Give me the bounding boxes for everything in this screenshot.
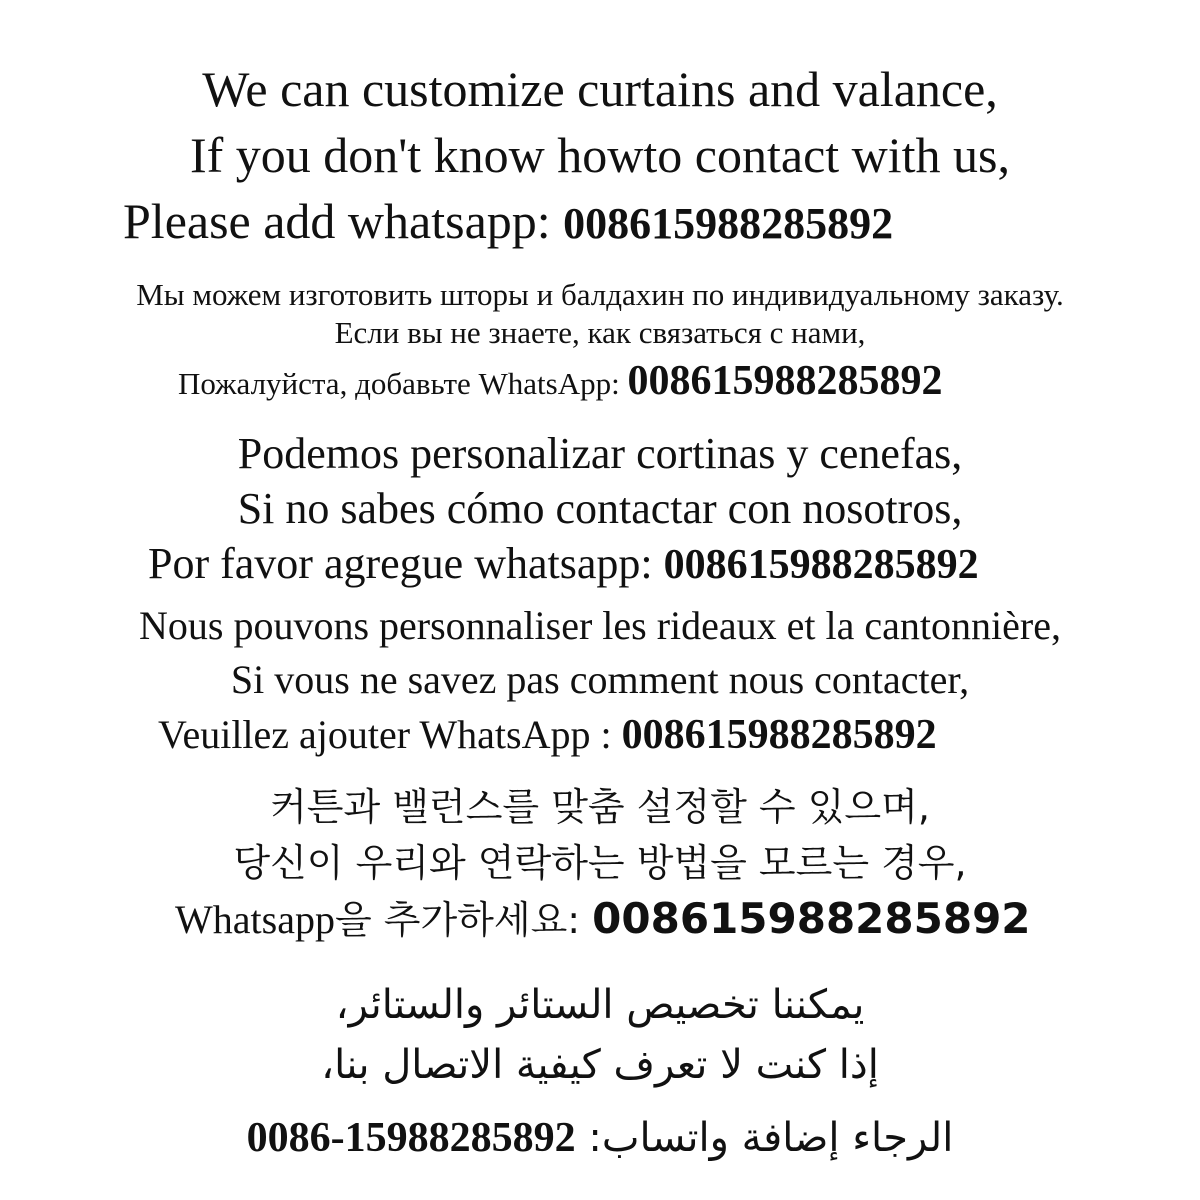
russian-line-3 [0, 360, 1200, 402]
english-line-1: We can customize curtains and valance, [202, 61, 998, 117]
arabic-line-2: إذا كنت لا تعرف كيفية الاتصال بنا، [321, 1042, 879, 1088]
korean-whatsapp-number: 008615988285892 [592, 894, 1031, 943]
french-whatsapp-label: Veuillez ajouter WhatsApp : [158, 712, 622, 757]
french-line-2: Si vous ne savez pas comment nous contacter, [230, 657, 970, 702]
korean-line-3 [0, 894, 1200, 943]
english-whatsapp-number: 008615988285892 [563, 199, 894, 248]
arabic-line-1: يمكننا تخصيص الستائر والستائر، [335, 982, 865, 1028]
korean-whatsapp-label: 을 추가하세요: [334, 898, 593, 942]
spanish-whatsapp-number: 008615988285892 [663, 542, 979, 588]
korean-line-1: 커튼과 밸런스를 맞춤 설정할 수 있으며, [270, 785, 930, 829]
spanish-line-1: Podemos personalizar cortinas y cenefas, [237, 429, 963, 478]
arabic-whatsapp-number: 0086-15988285892 [246, 1115, 576, 1161]
russian-whatsapp-label: Пожалуйста, добавьте WhatsApp: [178, 366, 628, 401]
russian-line-2: Если вы не знаете, как связаться с нами, [334, 315, 866, 350]
korean-whatsapp-brand: Whatsapp [175, 897, 335, 942]
french-line-1: Nous pouvons personnaliser les rideaux et la cantonnière, [139, 603, 1061, 648]
korean-line-2: 당신이 우리와 연락하는 방법을 모르는 경우, [233, 841, 967, 885]
english-whatsapp-label: Please add whatsapp: [123, 193, 564, 249]
arabic-line-3 [0, 1117, 1200, 1159]
russian-whatsapp-number: 008615988285892 [627, 358, 943, 404]
english-line-2: If you don't know howto contact with us, [189, 127, 1011, 183]
spanish-line-3 [0, 539, 1200, 588]
french-whatsapp-number: 008615988285892 [621, 712, 937, 758]
arabic-whatsapp-label: الرجاء إضافة واتساب: [575, 1115, 954, 1161]
spanish-line-2: Si no sabes cómo contactar con nosotros, [237, 484, 963, 533]
russian-line-1: Мы можем изготовить шторы и балдахин по индивидуальному заказу. [136, 277, 1064, 312]
spanish-whatsapp-label: Por favor agregue whatsapp: [148, 539, 664, 588]
french-line-3 [0, 714, 1200, 756]
english-line-3 [0, 193, 1200, 249]
